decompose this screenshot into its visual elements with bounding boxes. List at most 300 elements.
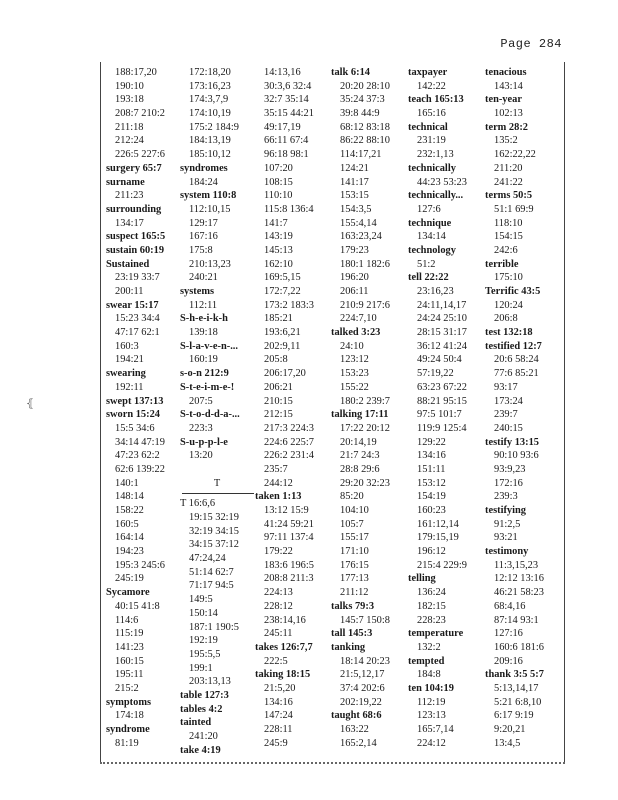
- index-term: S-t-o-d-d-a-...: [180, 409, 240, 421]
- page-reference: 160:15: [115, 655, 144, 667]
- page-reference: 179:15,19: [417, 532, 459, 544]
- index-term: taxpayer: [408, 67, 448, 78]
- page-reference: 85:20: [340, 491, 364, 503]
- page-reference: 35:15 44:21: [264, 108, 314, 120]
- page-reference: 163:22: [340, 724, 369, 735]
- page-reference: 151:11: [417, 463, 446, 475]
- page-reference: 149:5: [189, 594, 213, 606]
- page-reference: 211:18: [115, 121, 144, 133]
- page-reference: 17:22 20:12: [340, 422, 390, 434]
- page-reference: 51:2: [417, 258, 436, 270]
- page-reference: 93:17: [494, 381, 518, 393]
- page-reference: 66:11 67:4: [264, 135, 309, 147]
- index-term: technical: [408, 121, 448, 133]
- page-reference: 242:6: [494, 244, 518, 256]
- page-reference: 114:6: [115, 614, 139, 626]
- index-term: Terrific 43:5: [485, 286, 541, 297]
- page-reference: 46:21 58:23: [494, 587, 544, 599]
- page-reference: 162:22,22: [494, 149, 536, 161]
- page-reference: 192:11: [115, 381, 144, 393]
- page-reference: 245:19: [115, 573, 144, 585]
- page-reference: 190:10: [115, 80, 144, 92]
- page-reference: 49:17,19: [264, 121, 301, 133]
- index-term: suspect 165:5: [106, 231, 166, 243]
- page-reference: 165:16: [417, 108, 446, 120]
- page-reference: 21:5,20: [264, 682, 296, 694]
- page-reference: 224:12: [417, 737, 446, 749]
- index-term: systems: [180, 286, 215, 297]
- index-term: surname: [106, 176, 145, 188]
- page-reference: 245:9: [264, 737, 288, 749]
- index-term: testify 13:15: [485, 436, 539, 448]
- page-reference: 202:19,22: [340, 696, 382, 708]
- page-reference: 210:9 217:6: [340, 299, 390, 311]
- page-reference: 28:15 31:17: [417, 327, 467, 339]
- page-reference: 77:6 85:21: [494, 368, 539, 380]
- page-reference: 88:21 95:15: [417, 395, 467, 407]
- index-term: talked 3:23: [331, 327, 381, 339]
- page-reference: 196:20: [340, 272, 369, 284]
- page-reference: 206:17,20: [264, 368, 306, 380]
- index-column-4: [331, 66, 405, 750]
- page-reference: 175:10: [494, 272, 523, 284]
- page-reference: 173:24: [494, 395, 523, 407]
- page-reference: 40:15 41:8: [115, 600, 160, 612]
- index-term: tell 22:22: [408, 272, 449, 284]
- page-reference: 5:13,14,17: [494, 682, 539, 694]
- page-reference: 13:12 15:9: [264, 505, 309, 516]
- page-reference: 104:10: [340, 505, 369, 516]
- index-term: S-l-a-v-e-n-...: [180, 340, 239, 352]
- page-reference: 154:3,5: [340, 203, 372, 215]
- page-reference: 179:23: [340, 244, 369, 256]
- index-term: takes 126:7,7: [255, 641, 313, 653]
- page-reference: 134:16: [417, 450, 446, 462]
- page-reference: 21:5,12,17: [340, 669, 385, 681]
- page-reference: 112:11: [189, 299, 218, 311]
- page-reference: 34:15 37:12: [189, 539, 239, 551]
- page-reference: 185:10,12: [189, 149, 231, 161]
- page-reference: 180:1 182:6: [340, 258, 390, 270]
- index-term: S-h-e-i-k-h: [180, 313, 228, 325]
- page-reference: 160:19: [189, 354, 218, 366]
- page-reference: 28:8 29:6: [340, 463, 380, 475]
- page-reference: 86:22 88:10: [340, 135, 390, 147]
- page-reference: 241:20: [189, 731, 218, 742]
- page-reference: 145:13: [264, 244, 293, 256]
- page-reference: 208:8 211:3: [264, 573, 314, 585]
- page-reference: 217:3 224:3: [264, 422, 314, 434]
- page-reference: 224:7,10: [340, 313, 377, 325]
- page-reference: 238:14,16: [264, 614, 306, 626]
- index-term: s-o-n 212:9: [180, 368, 229, 380]
- page-reference: 145:7 150:8: [340, 614, 390, 626]
- page-reference: 135:2: [494, 135, 518, 147]
- page-reference: 196:12: [417, 546, 446, 558]
- page-reference: 110:10: [264, 190, 293, 202]
- index-term: surgery 65:7: [106, 162, 162, 174]
- page-reference: 15:23 34:4: [115, 313, 160, 325]
- page-reference: 206:8: [494, 313, 518, 325]
- page-reference: 32:19 34:15: [189, 525, 239, 537]
- page-reference: 62:6 139:22: [115, 463, 165, 475]
- page-reference: 215:4 229:9: [417, 559, 467, 571]
- page-reference: 81:19: [115, 737, 139, 749]
- index-term: testifying: [485, 505, 526, 516]
- page-reference: 184:8: [417, 669, 441, 681]
- page-reference: 127:6: [417, 203, 441, 215]
- page-reference: 107:20: [264, 162, 293, 174]
- page-reference: 71:17 94:5: [189, 580, 234, 592]
- page-reference: 171:10: [340, 546, 369, 558]
- index-term: technology: [408, 244, 456, 256]
- page-reference: 68:12 83:18: [340, 121, 390, 133]
- index-term: tenacious: [485, 67, 527, 78]
- page-reference: 206:21: [264, 381, 293, 393]
- page-reference: 139:18: [189, 327, 218, 339]
- page-reference: 93:21: [494, 532, 518, 544]
- page-reference: 187:1 190:5: [189, 621, 239, 633]
- page-reference: 239:7: [494, 409, 518, 421]
- page-reference: 155:4,14: [340, 217, 377, 229]
- page-reference: 193:6,21: [264, 327, 301, 339]
- page-reference: 127:16: [494, 628, 523, 640]
- page-reference: 235:7: [264, 463, 288, 475]
- page-reference: 115:19: [115, 628, 144, 640]
- page-reference: 180:2 239:7: [340, 395, 390, 407]
- page-reference: 136:24: [417, 587, 446, 599]
- page-reference: 176:15: [340, 559, 369, 571]
- index-term: sustain 60:19: [106, 244, 165, 256]
- page-reference: 24:11,14,17: [417, 299, 467, 311]
- page-reference: 147:24: [264, 710, 293, 722]
- page-reference: 193:18: [115, 94, 144, 106]
- index-term: term 28:2: [485, 121, 528, 133]
- page-reference: 164:14: [115, 532, 144, 544]
- page-reference: 183:6 196:5: [264, 559, 314, 571]
- page-reference: 194:21: [115, 354, 144, 366]
- page-reference: 177:13: [340, 573, 369, 585]
- page-reference: 200:11: [115, 286, 144, 297]
- page-reference: 226:5 227:6: [115, 149, 165, 161]
- page-reference: 226:2 231:4: [264, 450, 314, 462]
- page-reference: 34:14 47:19: [115, 436, 165, 448]
- page-reference: 160:6 181:6: [494, 641, 544, 653]
- page-reference: 173:2 183:3: [264, 299, 314, 311]
- page-reference: 163:23,24: [340, 231, 382, 243]
- page-reference: 140:1: [115, 477, 139, 489]
- index-term: tempted: [408, 655, 445, 667]
- page-reference: 123:12: [340, 354, 369, 366]
- index-term: symptoms: [106, 696, 152, 708]
- index-term: technically: [408, 162, 456, 174]
- page-reference: 195:11: [115, 669, 144, 681]
- page-reference: 91:2,5: [494, 518, 521, 530]
- page-reference: 14:13,16: [264, 67, 301, 78]
- page-reference: 24:24 25:10: [417, 313, 467, 325]
- index-term: tall 145:3: [331, 628, 373, 640]
- page-reference: 143:19: [264, 231, 293, 243]
- page-reference: 19:15 32:19: [189, 512, 239, 523]
- index-term: S-t-e-i-m-e-!: [180, 381, 235, 393]
- page-reference: 108:15: [264, 176, 293, 188]
- page-reference: 174:10,19: [189, 108, 231, 120]
- page-reference: 23:19 33:7: [115, 272, 160, 284]
- page-reference: 172:7,22: [264, 286, 301, 297]
- index-term: teach 165:13: [408, 94, 464, 106]
- page-reference: 18:14 20:23: [340, 655, 390, 667]
- page-reference: 161:12,14: [417, 518, 459, 530]
- page-reference: 134:17: [115, 217, 144, 229]
- index-term: swear 15:17: [106, 299, 159, 311]
- index-term: test 132:18: [485, 327, 533, 339]
- index-term: swept 137:13: [106, 395, 164, 407]
- index-term: talking 17:11: [331, 409, 389, 421]
- index-term: tainted: [180, 717, 212, 729]
- page-reference: 239:3: [494, 491, 518, 503]
- page-reference: 90:10 93:6: [494, 450, 539, 462]
- index-term: ten 104:19: [408, 682, 454, 694]
- page-reference: 51:1 69:9: [494, 203, 534, 215]
- page-reference: 153:12: [417, 477, 446, 489]
- index-term: surrounding: [106, 203, 162, 215]
- index-term: terms 50:5: [485, 190, 533, 202]
- margin-mark: ⦃: [26, 398, 35, 410]
- page-reference: 97:5 101:7: [417, 409, 462, 421]
- page-reference: 20:14,19: [340, 436, 377, 448]
- page-reference: 162:10: [264, 258, 293, 270]
- page-reference: 174:18: [115, 710, 144, 722]
- page-reference: 160:5: [115, 518, 139, 530]
- page-reference: 211:20: [494, 162, 523, 174]
- page-reference: 124:21: [340, 162, 369, 174]
- page-reference: 41:24 59:21: [264, 518, 314, 530]
- bottom-border: [100, 762, 565, 764]
- page-reference: 165:7,14: [417, 724, 454, 735]
- section-letter: T: [213, 477, 221, 489]
- page-reference: 208:7 210:2: [115, 108, 165, 120]
- page-reference: 13:20: [189, 450, 213, 462]
- page-reference: 224:6 225:7: [264, 436, 314, 448]
- page-reference: 184:24: [189, 176, 218, 188]
- index-term: taught 68:6: [331, 710, 382, 722]
- page-reference: 36:12 41:24: [417, 340, 467, 352]
- page-reference: 141:23: [115, 641, 144, 653]
- page-reference: 21:7 24:3: [340, 450, 380, 462]
- page-reference: 97:11 137:4: [264, 532, 314, 544]
- page-reference: 223:3: [189, 422, 213, 434]
- page-reference: 203:13,13: [189, 676, 231, 688]
- page-reference: 207:5: [189, 395, 213, 407]
- page-reference: 115:8 136:4: [264, 203, 314, 215]
- page-reference: 228:23: [417, 614, 446, 626]
- index-term: T 16:6,6: [180, 498, 216, 510]
- page-reference: 132:2: [417, 641, 441, 653]
- page-reference: 179:22: [264, 546, 293, 558]
- index-term: sworn 15:24: [106, 409, 160, 421]
- page-reference: 49:24 50:4: [417, 354, 462, 366]
- page-reference: 142:22: [417, 80, 446, 92]
- index-term: thank 3:5 5:7: [485, 669, 544, 681]
- page-reference: 210:15: [264, 395, 293, 407]
- page-reference: 169:5,15: [264, 272, 301, 284]
- page-reference: 222:5: [264, 655, 288, 667]
- page-reference: 123:13: [417, 710, 446, 722]
- page-reference: 212:24: [115, 135, 144, 147]
- page-reference: 232:1,13: [417, 149, 454, 161]
- page-reference: 129:17: [189, 217, 218, 229]
- page-reference: 11:3,15,23: [494, 559, 539, 571]
- page-reference: 5:21 6:8,10: [494, 696, 542, 708]
- index-term: temperature: [408, 628, 464, 640]
- page-reference: 102:13: [494, 108, 523, 120]
- page-reference: 175:8: [189, 244, 213, 256]
- index-term: take 4:19: [180, 744, 221, 756]
- page-reference: 118:10: [494, 217, 523, 229]
- page-reference: 155:17: [340, 532, 369, 544]
- page-reference: 172:16: [494, 477, 523, 489]
- page-reference: 105:7: [340, 518, 364, 530]
- page-reference: 202:9,11: [264, 340, 301, 352]
- page-reference: 167:16: [189, 231, 218, 243]
- index-term: talk 6:14: [331, 67, 370, 78]
- page-reference: 15:5 34:6: [115, 422, 155, 434]
- page-reference: 228:11: [264, 724, 293, 735]
- page-reference: 129:22: [417, 436, 446, 448]
- index-term: technically...: [408, 190, 464, 202]
- page-reference: 231:19: [417, 135, 446, 147]
- index-term: syndromes: [180, 162, 228, 174]
- index-term: tanking: [331, 641, 366, 653]
- page-reference: 44:23 53:23: [417, 176, 467, 188]
- page-reference: 240:21: [189, 272, 218, 284]
- blank-line: [180, 463, 254, 477]
- page-reference: 206:11: [340, 286, 369, 297]
- page-reference: 47:23 62:2: [115, 450, 160, 462]
- page-reference: 96:18 98:1: [264, 149, 309, 161]
- page-reference: 185:21: [264, 313, 293, 325]
- page-number: Page 284: [500, 37, 562, 51]
- page-reference: 148:14: [115, 491, 144, 503]
- index-column-6: [485, 66, 559, 750]
- page-reference: 195:5,5: [189, 648, 221, 660]
- page-reference: 23:16,23: [417, 286, 454, 297]
- page-reference: 30:3,6 32:4: [264, 80, 312, 92]
- index-term: swearing: [106, 368, 146, 380]
- page-reference: 47:24,24: [189, 553, 226, 565]
- index-term: technique: [408, 217, 452, 229]
- page-reference: 209:16: [494, 655, 523, 667]
- page-reference: 12:12 13:16: [494, 573, 544, 585]
- page-reference: 39:8 44:9: [340, 108, 380, 120]
- page-reference: 32:7 35:14: [264, 94, 309, 106]
- index-term: tables 4:2: [180, 703, 223, 715]
- page-reference: 241:22: [494, 176, 523, 188]
- page-reference: 134:14: [417, 231, 446, 243]
- page-reference: 199:1: [189, 662, 213, 674]
- page-reference: 192:19: [189, 635, 218, 647]
- index-term: talks 79:3: [331, 600, 375, 612]
- index-term: telling: [408, 573, 436, 585]
- page-reference: 211:12: [340, 587, 369, 599]
- page-reference: 120:24: [494, 299, 523, 311]
- index-term: table 127:3: [180, 689, 229, 701]
- page-reference: 194:23: [115, 546, 144, 558]
- index-column-1: [106, 66, 180, 750]
- page-reference: 134:16: [264, 696, 293, 708]
- page-reference: 245:11: [264, 628, 293, 640]
- page-reference: 174:3,7,9: [189, 94, 229, 106]
- page-reference: 141:7: [264, 217, 288, 229]
- page-reference: 24:10: [340, 340, 364, 352]
- page-reference: 51:14 62:7: [189, 566, 234, 578]
- page-reference: 13:4,5: [494, 737, 521, 749]
- page-reference: 205:8: [264, 354, 288, 366]
- page-reference: 188:17,20: [115, 67, 157, 78]
- page-reference: 195:3 245:6: [115, 559, 165, 571]
- index-term: testimony: [485, 546, 529, 558]
- section-divider: [180, 490, 254, 497]
- page-reference: 150:14: [189, 607, 218, 619]
- page-reference: 175:2 184:9: [189, 121, 239, 133]
- page-reference: 20:6 58:24: [494, 354, 539, 366]
- page-reference: 154:15: [494, 231, 523, 243]
- page-reference: 47:17 62:1: [115, 327, 160, 339]
- page-reference: 37:4 202:6: [340, 682, 385, 694]
- page-reference: 153:23: [340, 368, 369, 380]
- index-term: system 110:8: [180, 190, 237, 202]
- page-reference: 68:4,16: [494, 600, 526, 612]
- page-reference: 57:19,22: [417, 368, 454, 380]
- page-reference: 165:2,14: [340, 737, 377, 749]
- page-reference: 184:13,19: [189, 135, 231, 147]
- page-reference: 155:22: [340, 381, 369, 393]
- page-reference: 158:22: [115, 505, 144, 516]
- page-reference: 154:19: [417, 491, 446, 503]
- page-reference: 240:15: [494, 422, 523, 434]
- page-reference: 143:14: [494, 80, 523, 92]
- page-reference: 63:23 67:22: [417, 381, 467, 393]
- page-reference: 210:13,23: [189, 258, 231, 270]
- index-term: testified 12:7: [485, 340, 542, 352]
- page-reference: 211:23: [115, 190, 144, 202]
- page-reference: 153:15: [340, 190, 369, 202]
- page-reference: 172:18,20: [189, 67, 231, 78]
- page-reference: 215:2: [115, 682, 139, 694]
- page-reference: 212:15: [264, 409, 293, 421]
- index-term: Sycamore: [106, 587, 150, 599]
- page-reference: 160:3: [115, 340, 139, 352]
- page-reference: 93:9,23: [494, 463, 526, 475]
- page-reference: 160:23: [417, 505, 446, 516]
- index-term: taking 18:15: [255, 669, 311, 681]
- page-reference: 119:9 125:4: [417, 422, 467, 434]
- page-reference: 112:10,15: [189, 203, 231, 215]
- index-column-5: [408, 66, 482, 750]
- index-term: S-u-p-p-l-e: [180, 436, 228, 448]
- page-reference: 87:14 93:1: [494, 614, 539, 626]
- page-reference: 114:17,21: [340, 149, 382, 161]
- page-reference: 29:20 32:23: [340, 477, 390, 489]
- index-term: terrible: [485, 258, 519, 270]
- index-term: Sustained: [106, 258, 150, 270]
- page-reference: 112:19: [417, 696, 446, 708]
- page-reference: 9:20,21: [494, 724, 526, 735]
- page-reference: 228:12: [264, 600, 293, 612]
- page-reference: 173:16,23: [189, 80, 231, 92]
- page-reference: 35:24 37:3: [340, 94, 385, 106]
- page-reference: 224:13: [264, 587, 293, 599]
